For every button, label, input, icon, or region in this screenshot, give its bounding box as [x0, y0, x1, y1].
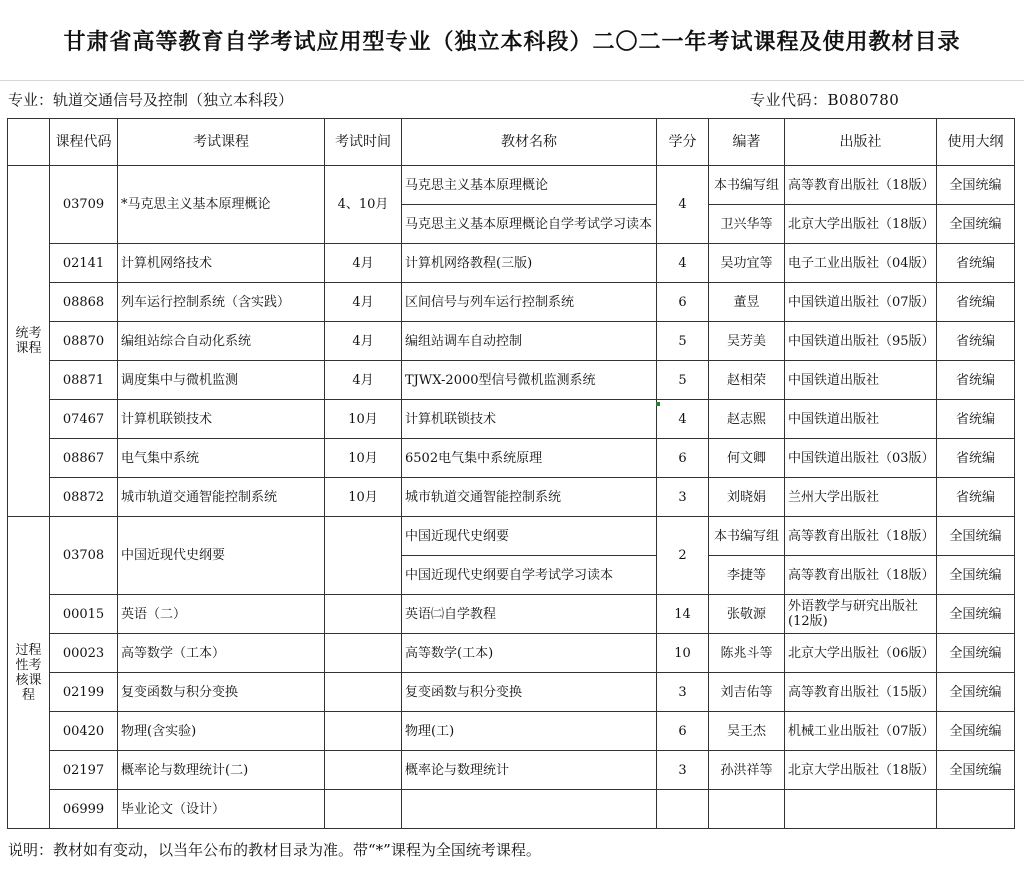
book-name: 中国近现代史纲要 — [402, 517, 657, 556]
exam-time: 4、10月 — [325, 166, 402, 244]
header-author: 编著 — [709, 119, 785, 166]
credit: 3 — [657, 673, 709, 712]
header-credit: 学分 — [657, 119, 709, 166]
course-name: 物理(含实验) — [118, 712, 325, 751]
book-name: 高等数学(工本) — [402, 634, 657, 673]
table-row — [8, 244, 1015, 283]
syllabus: 省统编 — [937, 244, 1015, 283]
credit: 5 — [657, 361, 709, 400]
syllabus: 省统编 — [937, 322, 1015, 361]
table-row — [8, 595, 1015, 634]
exam-time: 4月 — [325, 244, 402, 283]
credit: 4 — [657, 244, 709, 283]
course-name: 复变函数与积分变换 — [118, 673, 325, 712]
author: 吴功宜等 — [709, 244, 785, 283]
course-name: 英语（二） — [118, 595, 325, 634]
course-code: 07467 — [50, 400, 118, 439]
book-name: 计算机网络教程(三版) — [402, 244, 657, 283]
author: 陈兆斗等 — [709, 634, 785, 673]
course-code: 08868 — [50, 283, 118, 322]
credit: 10 — [657, 634, 709, 673]
credit: 14 — [657, 595, 709, 634]
publisher: 北京大学出版社（06版） — [785, 634, 937, 673]
table-row — [8, 283, 1015, 322]
header-publisher: 出版社 — [785, 119, 937, 166]
course-code: 00420 — [50, 712, 118, 751]
book-name: 城市轨道交通智能控制系统 — [402, 478, 657, 517]
table-header-row — [8, 119, 1015, 166]
course-name: 编组站综合自动化系统 — [118, 322, 325, 361]
header-book: 教材名称 — [402, 119, 657, 166]
syllabus: 全国统编 — [937, 673, 1015, 712]
exam-time — [325, 673, 402, 712]
author: 刘晓娟 — [709, 478, 785, 517]
publisher: 北京大学出版社（18版） — [785, 205, 937, 244]
book-name: 马克思主义基本原理概论 — [402, 166, 657, 205]
book-name: 计算机联锁技术 — [402, 400, 657, 439]
exam-time: 4月 — [325, 322, 402, 361]
table-row — [8, 400, 1015, 439]
course-code: 08870 — [50, 322, 118, 361]
major-name: 专业：轨道交通信号及控制（独立本科段） — [8, 91, 294, 109]
exam-time — [325, 790, 402, 829]
footnote: 说明：教材如有变动，以当年公布的教材目录为准。带“*”课程为全国统考课程。 — [8, 841, 541, 859]
header-group — [8, 119, 50, 166]
table-row — [8, 751, 1015, 790]
course-name: 计算机网络技术 — [118, 244, 325, 283]
course-name: 中国近现代史纲要 — [118, 517, 325, 595]
publisher: 高等教育出版社（18版） — [785, 556, 937, 595]
publisher: 高等教育出版社（18版） — [785, 166, 937, 205]
syllabus: 省统编 — [937, 283, 1015, 322]
author: 本书编写组 — [709, 517, 785, 556]
publisher: 机械工业出版社（07版） — [785, 712, 937, 751]
course-code: 02199 — [50, 673, 118, 712]
header-time: 考试时间 — [325, 119, 402, 166]
credit: 6 — [657, 712, 709, 751]
book-name: 复变函数与积分变换 — [402, 673, 657, 712]
course-name: 调度集中与微机监测 — [118, 361, 325, 400]
course-code: 03709 — [50, 166, 118, 244]
course-code: 00023 — [50, 634, 118, 673]
course-code: 08871 — [50, 361, 118, 400]
divider — [0, 80, 1024, 81]
author — [709, 790, 785, 829]
book-name: 编组站调车自动控制 — [402, 322, 657, 361]
header-syllabus: 使用大纲 — [937, 119, 1015, 166]
course-name: 城市轨道交通智能控制系统 — [118, 478, 325, 517]
credit: 6 — [657, 439, 709, 478]
exam-time — [325, 595, 402, 634]
page-title: 甘肃省高等教育自学考试应用型专业（独立本科段）二〇二一年考试课程及使用教材目录 — [63, 28, 961, 55]
exam-time: 10月 — [325, 439, 402, 478]
group-process: 过程性考核课程 — [8, 517, 50, 829]
table-row — [8, 361, 1015, 400]
book-name: TJWX-2000型信号微机监测系统 — [402, 361, 657, 400]
author: 刘吉佑等 — [709, 673, 785, 712]
table-row — [8, 712, 1015, 751]
publisher: 北京大学出版社（18版） — [785, 751, 937, 790]
cell-marker — [656, 402, 660, 406]
book-name: 中国近现代史纲要自学考试学习读本 — [402, 556, 657, 595]
author: 董昱 — [709, 283, 785, 322]
author: 卫兴华等 — [709, 205, 785, 244]
table-row — [8, 673, 1015, 712]
syllabus: 全国统编 — [937, 712, 1015, 751]
exam-time: 4月 — [325, 361, 402, 400]
syllabus: 全国统编 — [937, 166, 1015, 205]
course-name: 计算机联锁技术 — [118, 400, 325, 439]
author: 吴王杰 — [709, 712, 785, 751]
course-code: 02141 — [50, 244, 118, 283]
book-name — [402, 790, 657, 829]
publisher: 中国铁道出版社 — [785, 400, 937, 439]
credit: 5 — [657, 322, 709, 361]
table-row — [8, 790, 1015, 829]
course-name: 电气集中系统 — [118, 439, 325, 478]
exam-time — [325, 517, 402, 595]
author: 张敬源 — [709, 595, 785, 634]
publisher: 外语教学与研究出版社(12版) — [785, 595, 937, 634]
book-name: 马克思主义基本原理概论自学考试学习读本 — [402, 205, 657, 244]
course-code: 00015 — [50, 595, 118, 634]
author: 何文卿 — [709, 439, 785, 478]
publisher: 高等教育出版社（18版） — [785, 517, 937, 556]
syllabus: 全国统编 — [937, 595, 1015, 634]
table-row — [8, 439, 1015, 478]
course-code: 08867 — [50, 439, 118, 478]
exam-time — [325, 751, 402, 790]
course-name: 列车运行控制系统（含实践） — [118, 283, 325, 322]
book-name: 英语㈡自学教程 — [402, 595, 657, 634]
book-name: 物理(工) — [402, 712, 657, 751]
syllabus: 省统编 — [937, 400, 1015, 439]
publisher: 电子工业出版社（04版） — [785, 244, 937, 283]
publisher: 中国铁道出版社（95版） — [785, 322, 937, 361]
credit: 4 — [657, 166, 709, 244]
author: 吴芳美 — [709, 322, 785, 361]
publisher — [785, 790, 937, 829]
author: 本书编写组 — [709, 166, 785, 205]
exam-time — [325, 712, 402, 751]
course-code: 08872 — [50, 478, 118, 517]
syllabus: 省统编 — [937, 361, 1015, 400]
credit: 2 — [657, 517, 709, 595]
book-name: 区间信号与列车运行控制系统 — [402, 283, 657, 322]
exam-time: 4月 — [325, 283, 402, 322]
publisher: 高等教育出版社（15版） — [785, 673, 937, 712]
header-code: 课程代码 — [50, 119, 118, 166]
course-name: *马克思主义基本原理概论 — [118, 166, 325, 244]
credit: 4 — [657, 400, 709, 439]
table-row — [8, 322, 1015, 361]
syllabus: 全国统编 — [937, 751, 1015, 790]
course-table — [7, 118, 1015, 829]
credit — [657, 790, 709, 829]
book-name: 6502电气集中系统原理 — [402, 439, 657, 478]
syllabus — [937, 790, 1015, 829]
course-code: 02197 — [50, 751, 118, 790]
author: 赵志熙 — [709, 400, 785, 439]
author: 李捷等 — [709, 556, 785, 595]
exam-time: 10月 — [325, 400, 402, 439]
course-code: 06999 — [50, 790, 118, 829]
course-name: 毕业论文（设计） — [118, 790, 325, 829]
exam-time — [325, 634, 402, 673]
syllabus: 全国统编 — [937, 634, 1015, 673]
publisher: 中国铁道出版社（07版） — [785, 283, 937, 322]
publisher: 兰州大学出版社 — [785, 478, 937, 517]
syllabus: 全国统编 — [937, 556, 1015, 595]
book-name: 概率论与数理统计 — [402, 751, 657, 790]
author: 孙洪祥等 — [709, 751, 785, 790]
syllabus: 全国统编 — [937, 517, 1015, 556]
table-row — [8, 634, 1015, 673]
group-unified: 统考课程 — [8, 166, 50, 517]
table-row — [8, 517, 1015, 556]
publisher: 中国铁道出版社 — [785, 361, 937, 400]
syllabus: 省统编 — [937, 439, 1015, 478]
course-code: 03708 — [50, 517, 118, 595]
course-name: 概率论与数理统计(二) — [118, 751, 325, 790]
syllabus: 全国统编 — [937, 205, 1015, 244]
credit: 3 — [657, 478, 709, 517]
major-code: 专业代码：B080780 — [750, 91, 900, 109]
publisher: 中国铁道出版社（03版） — [785, 439, 937, 478]
credit: 6 — [657, 283, 709, 322]
table-row — [8, 166, 1015, 205]
exam-time: 10月 — [325, 478, 402, 517]
course-name: 高等数学（工本） — [118, 634, 325, 673]
author: 赵相荣 — [709, 361, 785, 400]
syllabus: 省统编 — [937, 478, 1015, 517]
credit: 3 — [657, 751, 709, 790]
header-course: 考试课程 — [118, 119, 325, 166]
table-row — [8, 478, 1015, 517]
